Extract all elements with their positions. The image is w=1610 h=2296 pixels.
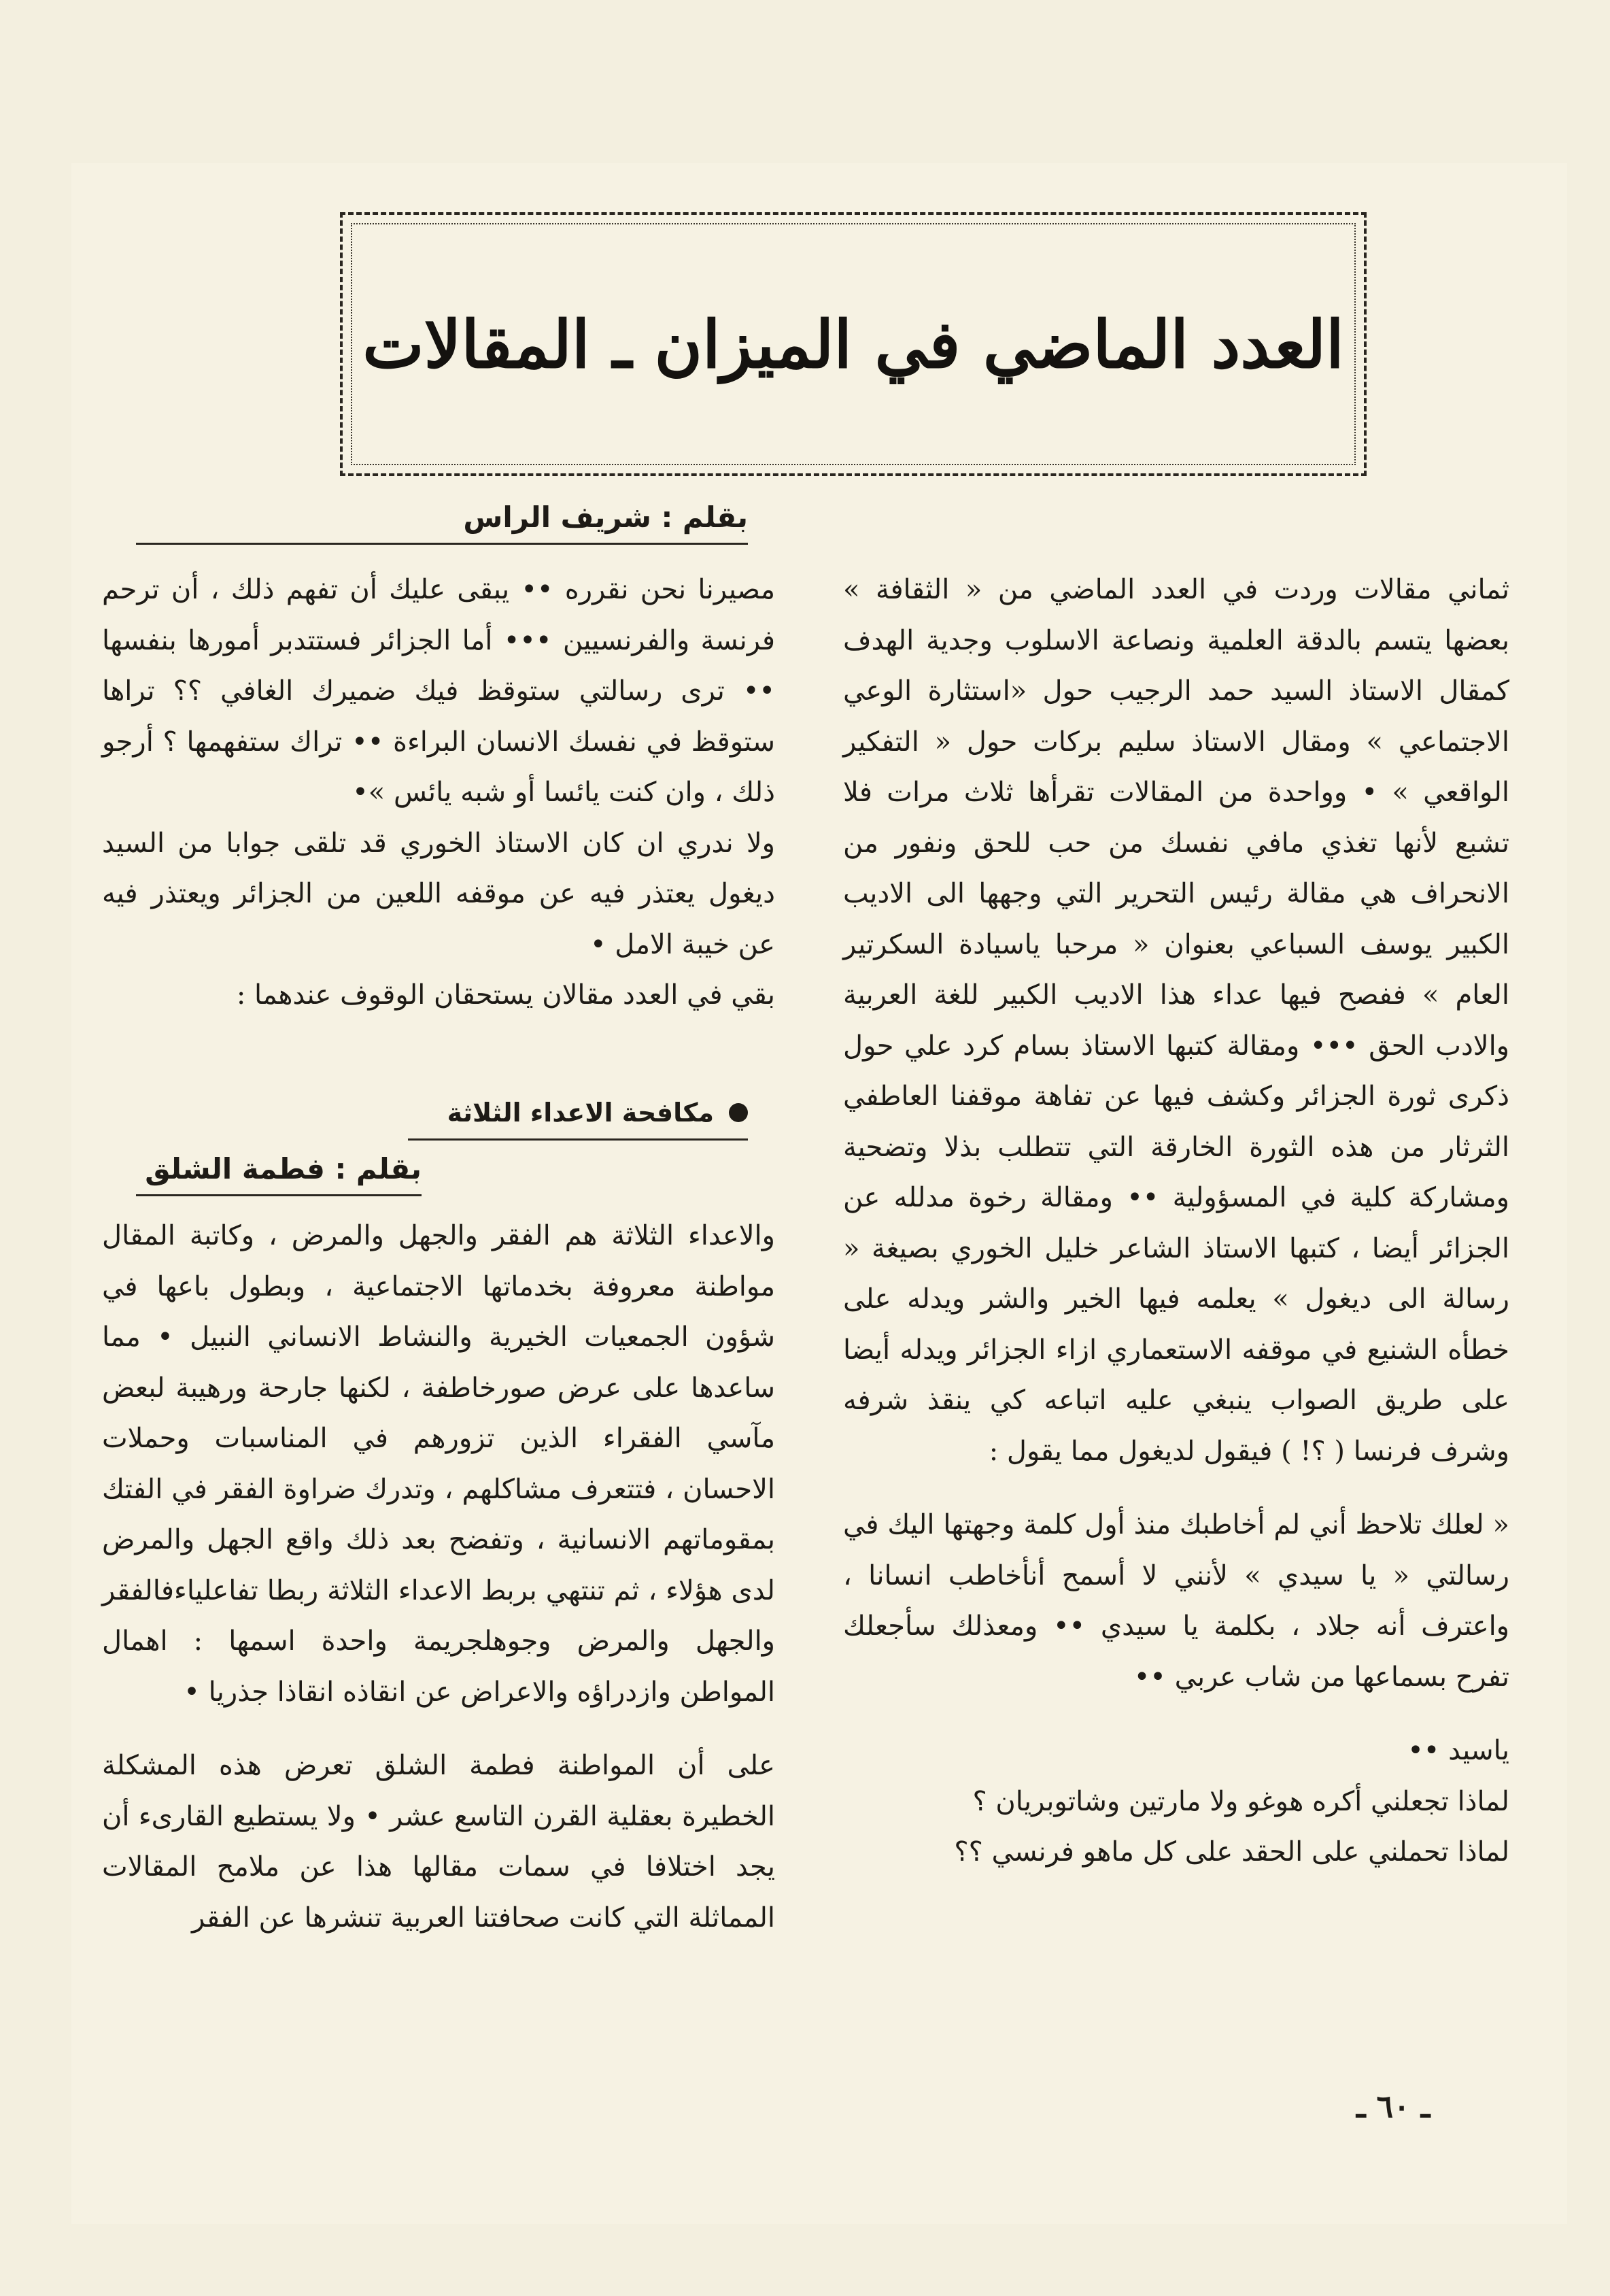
left-column-bottom: [102, 1211, 775, 1943]
page-number: ـ ٦٠ ـ: [1356, 2088, 1431, 2125]
right-column: [843, 564, 1509, 1878]
closing-paragraph: على أن المواطنة فطمة الشلق تعرض هذه المشكلة الخطيرة بعقلية القرن التاسع عشر • ولا يستطيع القارىء أن يجد اختلافا في سمات مقالها هذا عن ملامح المقالات المماثلة التي كانت صحافتنا العربية تنشرها عن الفقر: [102, 1750, 775, 1934]
byline-two-text: بقلم : فطمة الشلق: [145, 1151, 422, 1185]
verse-line-2: لماذا تجعلني أكره هوغو ولا مارتين وشاتوبريان ؟: [972, 1785, 1509, 1817]
quote-paragraph: « لعلك تلاحظ أني لم أخاطبك منذ أول كلمة وجهتها اليك في رسالتي « يا سيدي » لأنني لا أسمح أنأخاطب انسانا ، واعترف أنه جلاد ، بكلمة يا سيدي •• ومعذلك سأجعلك تفرح بسماعها من شاب عربي ••: [843, 1509, 1510, 1693]
continuation-paragraph: مصيرنا نحن نقرره •• يبقى عليك أن تفهم ذلك ، أن ترحم فرنسة والفرنسيين ••• أما الجزائر فستتدبر أمورها بنفسها •• ترى رسالتي ستوقظ فيك ضميرك الغافي ؟؟ تراها ستوقظ في نفسك الانسان البراءة •• تراك ستفهمها ؟ أرجو ذلك ، وان كنت يائسا أو شبه يائس »•: [102, 574, 775, 808]
page-title: العدد الماضي في الميزان ـ المقالات: [362, 305, 1344, 383]
left-column-top: [102, 564, 775, 1021]
second-paragraph: ولا ندري ان كان الاستاذ الخوري قد تلقى جوابا من السيد ديغول يعتذر فيه عن موقفه اللعين من الجزائر ويعتذر فيه عن خيبة الامل •: [102, 827, 775, 960]
title-frame: [340, 212, 1367, 476]
verse-line-1: ياسيد ••: [1407, 1735, 1509, 1766]
byline-author-one: [136, 491, 748, 545]
section-paragraph: والاعداء الثلاثة هم الفقر والجهل والمرض ، وكاتبة المقال مواطنة معروفة بخدماتها الاجتماعية ، وبطول باعها في شؤون الجمعيات الخيرية والنشاط الانساني النبيل • مما ساعدها على عرض صورخاطفة ، لكنها جارحة ورهيبة لبعض مآسي الفقراء الذين تزورهم في المناسبات وحملات الاحسان ، فتتعرف مشاكلهم ، وتدرك ضراوة الفقر في الفتك بمقوماتهم الانسانية ، وتفضح بعد ذلك واقع الجهل والمرض لدى هؤلاء ، ثم تنتهي بربط الاعداء الثلاثة ربطا تفاعلياءفالفقر والجهل والمرض وجوهلجريمة واحدة اسمها : اهمال المواطن وازدراؤه والاعراض عن انقاذه انقاذا جذريا •: [102, 1220, 775, 1708]
section-heading-text: مكافحة الاعداء الثلاثة: [447, 1098, 714, 1128]
byline-one-text: بقلم : شريف الراس: [463, 500, 748, 534]
verse-line-3: لماذا تحملني على الحقد على كل ماهو فرنسي ؟؟: [954, 1836, 1509, 1868]
section-heading: [408, 1087, 748, 1141]
remaining-line: بقي في العدد مقالان يستحقان الوقوف عندهما :: [236, 979, 775, 1011]
intro-paragraph: ثماني مقالات وردت في العدد الماضي من « الثقافة » بعضها يتسم بالدقة العلمية ونصاعة الاسلوب وجدية الهدف كمقال الاستاذ السيد حمد الرجيب حول «استثارة الوعي الاجتماعي » ومقال الاستاذ سليم بركات حول « التفكير الواقعي » • وواحدة من المقالات تقرأها ثلاث مرات فلا تشبع لأنها تغذي مافي نفسك من حب للحق ونفور من الانحراف هي مقالة رئيس التحرير التي وجهها الى الاديب الكبير يوسف السباعي بعنوان « مرحبا ياسيادة السكرتير العام » ففصح فيها عداء هذا الاديب الكبير للغة العربية والادب الحق ••• ومقالة كتبها الاستاذ بسام كرد علي حول ذكرى ثورة الجزائر وكشف فيها عن تفاهة موقفنا العاطفي الثرثار من هذه الثورة الخارقة التي تتطلب بذلا وتضحية ومشاركة كلية في المسؤولية •• ومقالة رخوة مدلله عن الجزائر أيضا ، كتبها الاستاذ الشاعر خليل الخوري بصيغة « رسالة الى ديغول » يعلمه فيها الخير والشر ويدله على خطأه الشنيع في موقفه الاستعماري ازاء الجزائر ويدله أيضا على طريق الصواب ينبغي عليه اتباعه كي ينقذ شرفه وشرف فرنسا ( ؟! ) فيقول لديغول مما يقول :: [843, 574, 1509, 1467]
bullet-icon: [729, 1103, 748, 1122]
byline-author-two: [136, 1143, 422, 1196]
